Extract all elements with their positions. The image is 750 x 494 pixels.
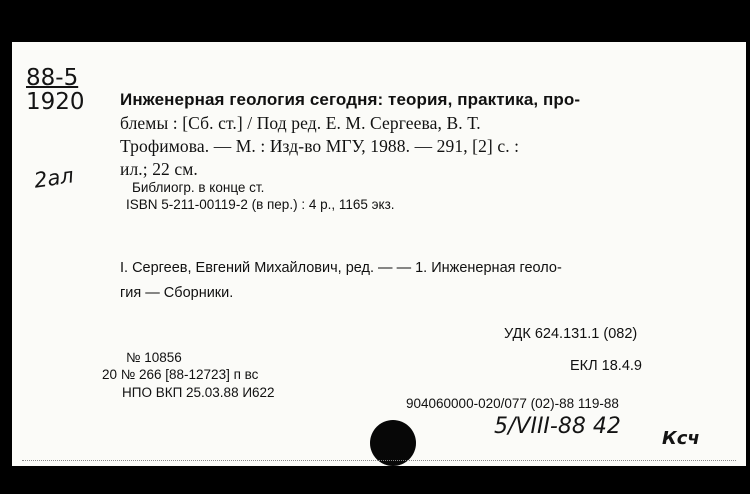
title-line-2: блемы : [Сб. ст.] / Под ред. Е. М. Сергеева, В. Т. (120, 113, 481, 133)
tracing-line-1: I. Сергеев, Евгений Михайлович, ред. — — 1. Инженерная геоло- (120, 260, 562, 276)
ekl-code: ЕКЛ 18.4.9 (570, 358, 642, 374)
npo-line: НПО ВКП 25.03.88 И622 (122, 385, 275, 400)
call-number (26, 66, 85, 114)
call-number-bottom: 1920 (26, 89, 85, 115)
order-line: 20 № 266 [88-12723] п вс (102, 367, 259, 382)
title-line-4: ил.; 22 см. (120, 159, 198, 179)
isbn-line: ISBN 5-211-00119-2 (в пер.) : 4 р., 1165 экз. (126, 197, 395, 212)
title-line-1: Инженерная геология сегодня: теория, практика, про- (120, 90, 581, 109)
bottom-divider (22, 460, 736, 461)
tracing-line-2: гия — Сборники. (120, 285, 234, 301)
title-line-3: Трофимова. — М. : Изд-во МГУ, 1988. — 291, [2] с. : (120, 136, 520, 156)
handwritten-date: 5/VIII-88 42 (494, 414, 621, 439)
margin-note: 2ал (32, 163, 76, 193)
handwritten-corner-mark: Ксч (662, 428, 700, 449)
catalog-card (12, 42, 746, 466)
call-number-top: 88-5 (26, 65, 79, 91)
code-line: 904060000-020/077 (02)-88 119-88 (406, 396, 619, 411)
card-number: № 10856 (126, 350, 182, 365)
bibliography-note: Библиогр. в конце ст. (132, 180, 265, 195)
udk-code: УДК 624.131.1 (082) (504, 326, 638, 342)
